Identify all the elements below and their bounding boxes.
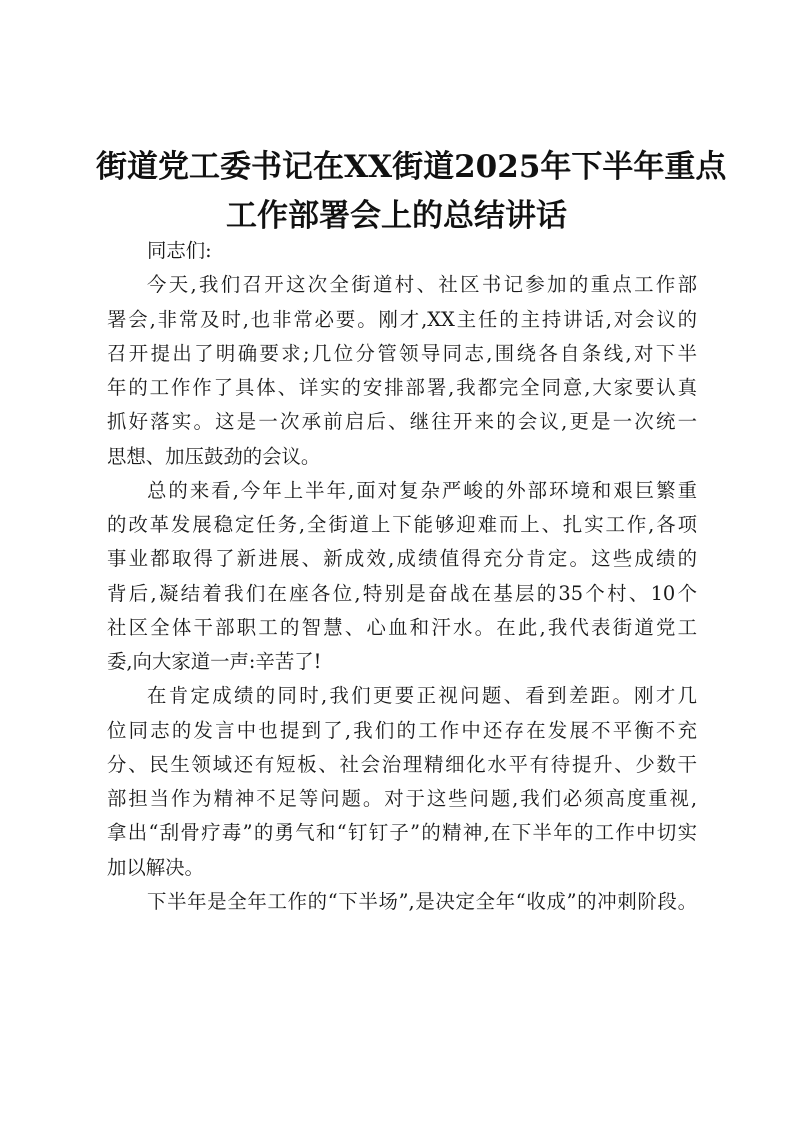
text-line: 同志们: xyxy=(147,239,212,262)
text-line: 思想、加压鼓劲的会议。 xyxy=(107,444,321,468)
body-paragraph xyxy=(107,268,697,474)
document-title xyxy=(96,143,727,241)
text-line: 在肯定成绩的同时,我们更要正视问题、看到差距。刚才几 xyxy=(147,684,697,708)
body-paragraph xyxy=(107,679,697,885)
text-line: 召开提出了明确要求;几位分管领导同志,围绕各自条线,对下半 xyxy=(107,341,697,365)
text-line: 总的来看,今年上半年,面对复杂严峻的外部环境和艰巨繁重 xyxy=(147,478,697,502)
text-line: 抓好落实。这是一次承前启后、继往开来的会议,更是一次统一 xyxy=(107,410,697,434)
text-line: 分、民生领域还有短板、社会治理精细化水平有待提升、少数干 xyxy=(107,752,697,776)
text-line: 位同志的发言中也提到了,我们的工作中还存在发展不平衡不充 xyxy=(107,718,697,742)
body-paragraph xyxy=(107,885,697,919)
text-line: 背后,凝结着我们在座各位,特别是奋战在基层的35个村、10个 xyxy=(107,581,697,605)
title-line-1: 街道党工委书记在XX街道2025年下半年重点 xyxy=(96,149,727,185)
text-line: 委,向大家道一声:辛苦了! xyxy=(107,650,322,673)
text-line: 加以解决。 xyxy=(107,855,204,879)
text-line: 今天,我们召开这次全街道村、社区书记参加的重点工作部 xyxy=(147,273,697,297)
salutation-paragraph xyxy=(107,234,697,268)
title-line-2: 工作部署会上的总结讲话 xyxy=(226,198,567,234)
body-paragraph xyxy=(107,474,697,680)
text-line: 的改革发展稳定任务,全街道上下能够迎难而上、扎实工作,各项 xyxy=(107,513,697,536)
text-line: 事业都取得了新进展、新成效,成绩值得充分肯定。这些成绩的 xyxy=(107,547,697,571)
document-body xyxy=(107,234,697,919)
text-line: 署会,非常及时,也非常必要。刚才,XX主任的主持讲话,对会议的 xyxy=(107,307,697,331)
text-line: 拿出“刮骨疗毒”的勇气和“钉钉子”的精神,在下半年的工作中切实 xyxy=(107,821,697,845)
text-line: 部担当作为精神不足等问题。对于这些问题,我们必须高度重视, xyxy=(107,787,697,810)
text-line: 下半年是全年工作的“下半场”,是决定全年“收成”的冲刺阶段。 xyxy=(147,889,697,913)
text-line: 社区全体干部职工的智慧、心血和汗水。在此,我代表街道党工 xyxy=(107,615,697,639)
text-line: 年的工作作了具体、详实的安排部署,我都完全同意,大家要认真 xyxy=(107,376,697,399)
